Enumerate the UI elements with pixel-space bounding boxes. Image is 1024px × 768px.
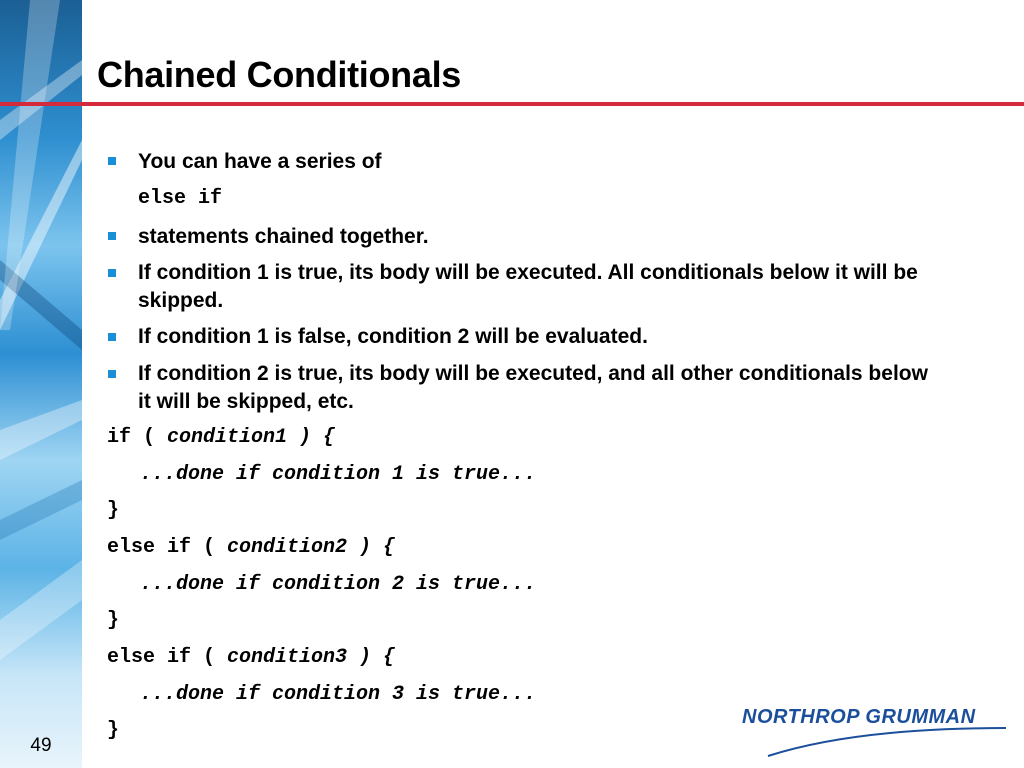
title-divider bbox=[0, 102, 1024, 106]
northrop-grumman-logo bbox=[740, 706, 1010, 762]
bullet-item: If condition 1 is true, its body will be executed. All conditionals below it will be skipped. bbox=[138, 261, 918, 312]
code-condition: condition3 ) { bbox=[227, 646, 396, 669]
bullet-item: statements chained together. bbox=[138, 225, 429, 248]
inline-code-else-if: else if bbox=[138, 187, 223, 210]
code-line bbox=[140, 571, 536, 599]
code-comment: ...done if condition 1 is true... bbox=[140, 463, 537, 486]
code-line bbox=[107, 424, 335, 452]
code-keyword: else if ( bbox=[107, 646, 228, 669]
logo-wordmark: NORTHROP GRUMMAN bbox=[742, 706, 976, 728]
bullet-marker bbox=[108, 269, 116, 277]
bullet-marker bbox=[108, 333, 116, 341]
code-line bbox=[140, 681, 536, 709]
code-line bbox=[107, 644, 395, 672]
decorative-side-panel bbox=[0, 0, 82, 768]
code-line bbox=[140, 461, 536, 489]
code-condition: condition1 ) { bbox=[167, 426, 336, 449]
slide-title: Chained Conditionals bbox=[97, 54, 462, 95]
code-line: } bbox=[107, 609, 120, 632]
code-line: } bbox=[107, 499, 120, 522]
bullet-marker bbox=[108, 232, 116, 240]
code-comment: ...done if condition 2 is true... bbox=[140, 573, 537, 596]
code-line: } bbox=[107, 719, 120, 742]
light-streaks-graphic bbox=[0, 0, 82, 768]
code-keyword: if ( bbox=[107, 426, 168, 449]
code-line bbox=[107, 534, 395, 562]
code-condition: condition2 ) { bbox=[227, 536, 396, 559]
bullet-item: If condition 2 is true, its body will be executed, and all other conditionals below it will be skipped, etc. bbox=[138, 362, 928, 413]
bullet-item: You can have a series of bbox=[138, 150, 382, 173]
code-comment: ...done if condition 3 is true... bbox=[140, 683, 537, 706]
logo-swoosh-icon bbox=[740, 706, 1010, 762]
bullet-item: If condition 1 is false, condition 2 will be evaluated. bbox=[138, 325, 648, 348]
bullet-marker bbox=[108, 157, 116, 165]
page-number: 49 bbox=[30, 735, 52, 756]
code-keyword: else if ( bbox=[107, 536, 228, 559]
bullet-marker bbox=[108, 370, 116, 378]
